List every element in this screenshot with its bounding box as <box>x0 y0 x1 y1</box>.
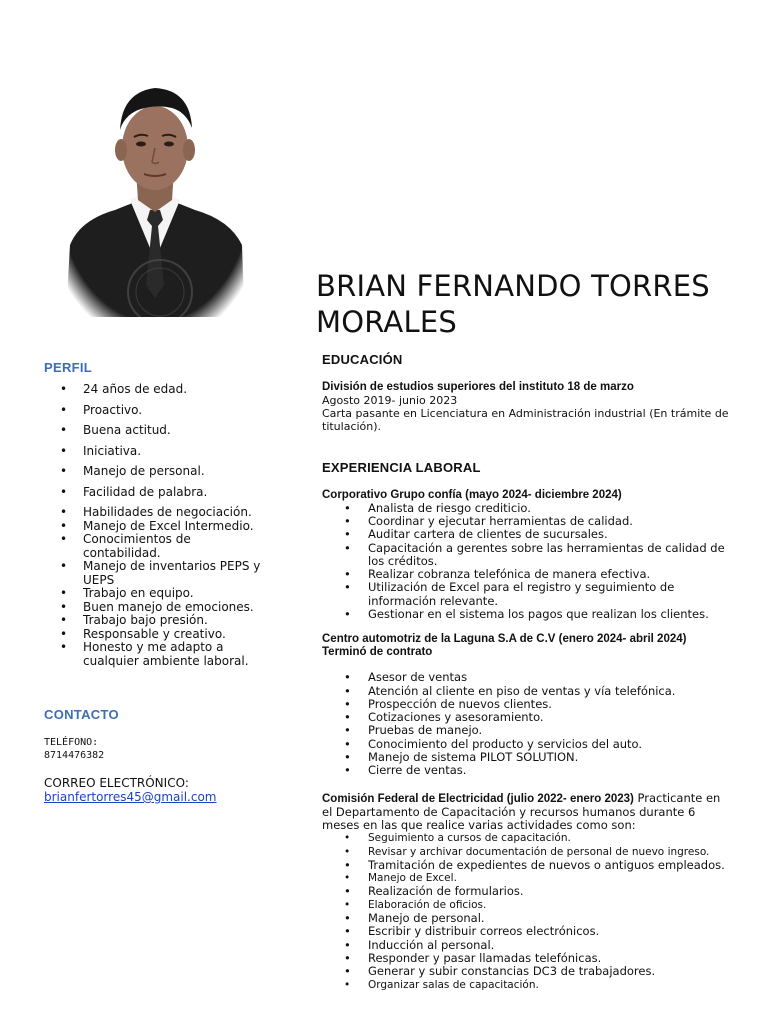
experiencia-title: EXPERIENCIA LABORAL <box>322 459 481 475</box>
main-content <box>322 352 732 992</box>
job-duty: • Atención al cliente en piso de ventas y vía telefónica. <box>322 685 732 698</box>
job-duty: • Inducción al personal. <box>322 939 732 952</box>
profile-photo <box>60 70 250 332</box>
perfil-item: • Trabajo en equipo. <box>44 587 264 601</box>
job-duties-list <box>322 832 732 992</box>
job-duty: • Asesor de ventas <box>322 671 732 684</box>
job-duty: • Realizar cobranza telefónica de manera efectiva. <box>322 568 732 581</box>
education-institution: División de estudios superiores del instituto 18 de marzo <box>322 381 634 393</box>
job-duty: • Manejo de personal. <box>322 912 732 925</box>
perfil-item: • Conocimientos de contabilidad. <box>44 533 264 560</box>
job-duty: • Coordinar y ejecutar herramientas de calidad. <box>322 515 732 528</box>
job-duty: • Realización de formularios. <box>322 885 732 898</box>
job-duty: • Conocimiento del producto y servicios del auto. <box>322 738 732 751</box>
job-heading: Corporativo Grupo confía (mayo 2024- diciembre 2024) <box>322 488 622 501</box>
perfil-item: • Honesto y me adapto a cualquier ambiente laboral. <box>44 641 264 668</box>
phone-label: TELÉFONO: <box>44 737 99 748</box>
perfil-item: • Responsable y creativo. <box>44 628 264 642</box>
job-duty: • Manejo de Excel. <box>322 872 732 885</box>
educacion-title: EDUCACIÓN <box>322 352 403 367</box>
job-intro: Practicante en el Departamento de Capacitación y recursos humanos durante 6 meses en las que realice varias actividades como son: <box>322 790 721 832</box>
contacto-section <box>44 707 264 804</box>
job-duty: • Utilización de Excel para el registro y seguimiento de información relevante. <box>322 581 732 608</box>
job-duty: • Cierre de ventas. <box>322 764 732 777</box>
job-duty: • Organizar salas de capacitación. <box>322 979 732 992</box>
job-duty: • Seguimiento a cursos de capacitación. <box>322 832 732 845</box>
candidate-name: BRIAN FERNANDO TORRES MORALES <box>316 269 710 339</box>
perfil-title: PERFIL <box>44 360 93 375</box>
job-duty: • Generar y subir constancias DC3 de trabajadores. <box>322 965 732 978</box>
education-dates: Agosto 2019- junio 2023 <box>322 394 458 407</box>
job-subheading: Terminó de contrato <box>322 646 433 659</box>
job-duty: • Manejo de sistema PILOT SOLUTION. <box>322 751 732 764</box>
job-duty: • Capacitación a gerentes sobre las herramientas de calidad de los créditos. <box>322 542 732 569</box>
contacto-title: CONTACTO <box>44 707 119 722</box>
perfil-item: • Iniciativa. <box>44 445 264 459</box>
job-heading: Centro automotriz de la Laguna S.A de C.V (enero 2024- abril 2024) <box>322 633 687 646</box>
job-duty: • Cotizaciones y asesoramiento. <box>322 711 732 724</box>
perfil-item: • Habilidades de negociación. <box>44 506 264 520</box>
job-duty: • Pruebas de manejo. <box>322 724 732 737</box>
job-duties-list <box>322 671 732 777</box>
job-duty: • Tramitación de expedientes de nuevos o antiguos empleados. <box>322 859 732 872</box>
job-intro-block <box>322 792 732 833</box>
job-heading: Comisión Federal de Electricidad (julio 2022- enero 2023) <box>322 792 634 805</box>
perfil-item: • Proactivo. <box>44 404 264 418</box>
job-duty: • Gestionar en el sistema los pagos que realizan los clientes. <box>322 608 732 621</box>
job-duty: • Responder y pasar llamadas telefónicas. <box>322 952 732 965</box>
perfil-item: • Buena actitud. <box>44 424 264 438</box>
perfil-list <box>44 383 264 668</box>
job-duty: • Escribir y distribuir correos electrónicos. <box>322 925 732 938</box>
perfil-item: • Manejo de personal. <box>44 465 264 479</box>
phone-number: 8714476382 <box>44 750 105 761</box>
perfil-item: • Facilidad de palabra. <box>44 486 264 500</box>
email-link[interactable]: brianfertorres45@gmail.com <box>44 790 217 804</box>
perfil-item: • Buen manejo de emociones. <box>44 601 264 615</box>
perfil-section <box>44 360 264 668</box>
perfil-item: • Manejo de Excel Intermedio. <box>44 520 264 534</box>
job-duties-list <box>322 502 732 622</box>
perfil-item: • Manejo de inventarios PEPS y UEPS <box>44 560 264 587</box>
email-label: CORREO ELECTRÓNICO: <box>44 776 189 790</box>
job-duty: • Revisar y archivar documentación de personal de nuevo ingreso. <box>322 846 732 859</box>
perfil-item: • Trabajo bajo presión. <box>44 614 264 628</box>
job-duty: • Prospección de nuevos clientes. <box>322 698 732 711</box>
job-duty: • Auditar cartera de clientes de sucursales. <box>322 528 732 541</box>
job-duty: • Elaboración de oficios. <box>322 899 732 912</box>
job-duty: • Analista de riesgo crediticio. <box>322 502 732 515</box>
education-detail: Carta pasante en Licenciatura en Administración industrial (En trámite de titulación). <box>322 407 729 434</box>
perfil-item: • 24 años de edad. <box>44 383 264 397</box>
